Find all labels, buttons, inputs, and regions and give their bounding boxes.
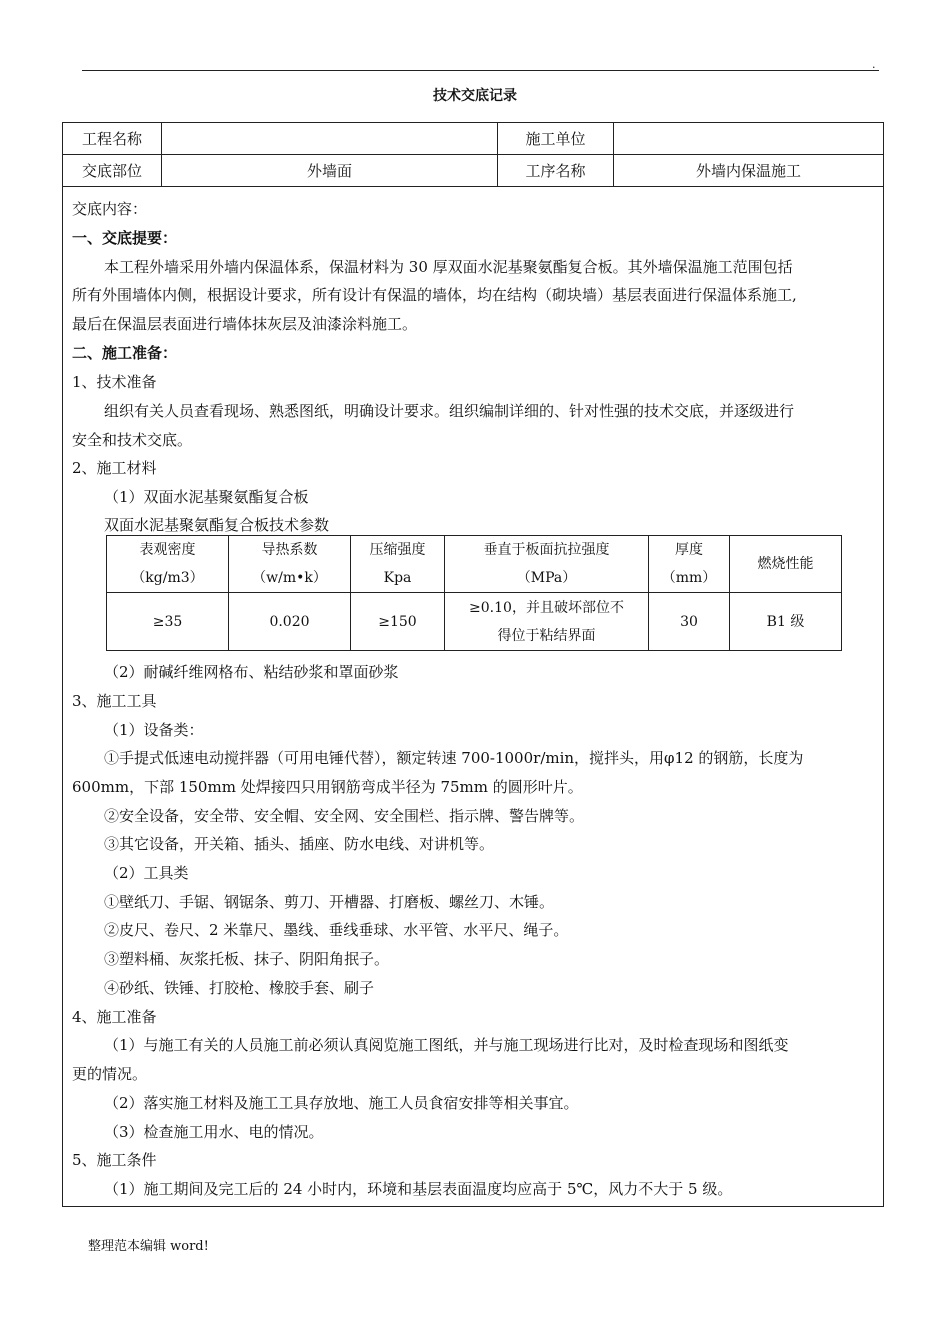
paragraph-line: 本工程外墙采用外墙内保温体系，保温材料为 30 厚双面水泥基聚氨酯复合板。其外墙保温施工范围包括: [104, 258, 793, 276]
param-value: 0.020: [229, 593, 351, 651]
param-value: ≥0.10，并且破坏部位不 得位于粘结界面: [445, 593, 649, 651]
paragraph-line: ①手提式低速电动搅拌器（可用电锤代替），额定转速 700-1000r/min，搅拌头，用φ12 的钢筋，长度为: [104, 749, 804, 767]
table-caption: 双面水泥基聚氨酯复合板技术参数: [104, 516, 330, 534]
page-title: 技术交底记录: [433, 88, 517, 104]
list-item: ④砂纸、铁锤、打胶枪、橡胶手套、刷子: [104, 979, 375, 997]
param-header: 厚度 （mm）: [649, 536, 730, 593]
header-rule: [82, 70, 879, 71]
param-header: 压缩强度 Kpa: [351, 536, 445, 593]
param-value: 30: [649, 593, 730, 651]
param-header: 垂直于板面抗拉强度 （MPa）: [445, 536, 649, 593]
paragraph-line: 所有外围墙体内侧，根据设计要求，所有设计有保温的墙体，均在结构（砌块墙）基层表面进行保温体系施工,: [72, 286, 797, 304]
paragraph-line: 安全和技术交底。: [72, 431, 193, 449]
subheading: 1、技术准备: [72, 373, 157, 391]
value-project-name: [162, 123, 498, 155]
list-item: （1）双面水泥基聚氨酯复合板: [104, 488, 309, 506]
param-header: 表观密度 （kg/m3）: [107, 536, 229, 593]
value-location: 外墙面: [162, 155, 498, 187]
paragraph-line: 最后在保温层表面进行墙体抹灰层及油漆涂料施工。: [72, 315, 418, 333]
list-item: （3）检查施工用水、电的情况。: [104, 1123, 324, 1141]
list-item: ③其它设备，开关箱、插头、插座、防水电线、对讲机等。: [104, 835, 495, 853]
paragraph-line: 组织有关人员查看现场、熟悉图纸，明确设计要求。组织编制详细的、针对性强的技术交底，并逐级进行: [104, 402, 795, 420]
paragraph-line: 600mm，下部 150mm 处焊接四只用钢筋弯成半径为 75mm 的圆形叶片。: [72, 778, 583, 796]
parameter-table: [106, 535, 842, 651]
content-intro: 交底内容：: [72, 200, 148, 218]
param-header: 导热系数 （w/m•k）: [229, 536, 351, 593]
paragraph-line: （1）与施工有关的人员施工前必须认真阅览施工图纸，并与施工现场进行比对，及时检查现场和图纸变: [104, 1036, 789, 1054]
label-location: 交底部位: [63, 155, 162, 187]
value-process-name: 外墙内保温施工: [614, 155, 884, 187]
list-item: （2）落实施工材料及施工工具存放地、施工人员食宿安排等相关事宜。: [104, 1094, 579, 1112]
param-value: ≥150: [351, 593, 445, 651]
list-item: （1）设备类：: [104, 721, 204, 739]
label-process-name: 工序名称: [498, 155, 614, 187]
footer-note: 整理范本编辑 word!: [88, 1239, 209, 1254]
value-contractor: [614, 123, 884, 155]
list-item: ①壁纸刀、手锯、钢锯条、剪刀、开槽器、打磨板、螺丝刀、木锤。: [104, 893, 555, 911]
header-dot: .: [872, 58, 876, 71]
section-2-heading: 二、施工准备：: [72, 344, 178, 362]
list-item: （2）工具类: [104, 864, 189, 882]
label-contractor: 施工单位: [498, 123, 614, 155]
label-project-name: 工程名称: [63, 123, 162, 155]
subheading: 4、施工准备: [72, 1008, 157, 1026]
paragraph-line: 更的情况。: [72, 1065, 148, 1083]
subheading: 3、施工工具: [72, 692, 157, 710]
subheading: 5、施工条件: [72, 1151, 157, 1169]
list-item: （2）耐碱纤维网格布、粘结砂浆和罩面砂浆: [104, 663, 399, 681]
list-item: ②安全设备，安全带、安全帽、安全网、安全围栏、指示牌、警告牌等。: [104, 807, 585, 825]
subheading: 2、施工材料: [72, 459, 157, 477]
list-item: ②皮尺、卷尺、2 米靠尺、墨线、垂线垂球、水平管、水平尺、绳子。: [104, 921, 569, 939]
param-value: B1 级: [730, 593, 842, 651]
param-value: ≥35: [107, 593, 229, 651]
section-1-heading: 一、交底提要：: [72, 229, 178, 247]
list-item: （1）施工期间及完工后的 24 小时内，环境和基层表面温度均应高于 5℃，风力不大于 5 级。: [104, 1180, 733, 1198]
param-header: 燃烧性能: [730, 536, 842, 593]
info-table: [62, 122, 884, 187]
list-item: ③塑料桶、灰浆托板、抹子、阴阳角抿子。: [104, 950, 390, 968]
